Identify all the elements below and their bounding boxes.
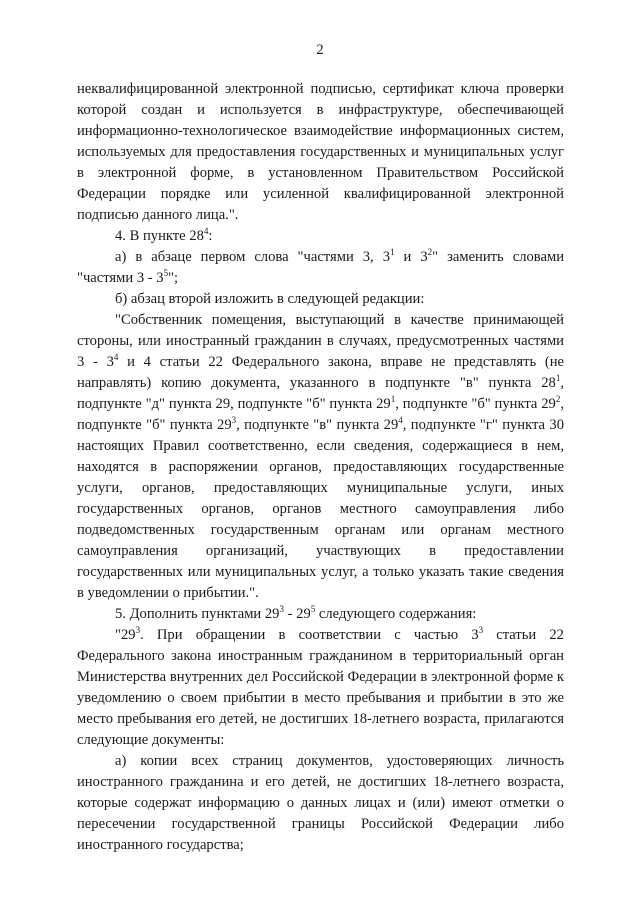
superscript-index: 3 xyxy=(478,625,484,636)
text-run: . При обращении в соответствии с частью 3 xyxy=(140,627,479,643)
paragraph xyxy=(77,604,564,625)
text-run: и 4 статьи 22 Федерального закона, вправе не представлять (не направлять) копию документа, указанного в подпункте "в" пункта 28 xyxy=(77,354,564,391)
text-run: неквалифицированной электронной подписью, сертификат ключа проверки которой создан и используется в инфраструктуре, обеспечивающей информационно-технологическое взаимодействие информационных систем, используемых для предоставления государственных и муниципальных услуг в электронной форме, в установленном Правительством Российской Федерации порядке или усиленной квалифицированной электронной подписью данного лица.". xyxy=(77,81,564,223)
paragraph xyxy=(77,79,564,226)
superscript-index: 3 xyxy=(231,415,237,426)
text-run: , подпункте "в" пункта 29 xyxy=(236,417,399,433)
text-run: а) в абзаце первом слова "частями 3, 3 xyxy=(115,249,391,265)
text-run: а) копии всех страниц документов, удостоверяющих личность иностранного гражданина и его детей, не достигших 18-летнего возраста, которые содержат информацию о данных лицах и (или) имеют отметки о пересечении государственной границы Российской Федерации либо иностранного государства; xyxy=(77,753,564,853)
superscript-index: 4 xyxy=(203,226,209,237)
text-run: б) абзац второй изложить в следующей редакции: xyxy=(115,291,425,307)
text-run: - 29 xyxy=(283,606,311,622)
text-run: : xyxy=(208,228,213,244)
paragraph xyxy=(77,310,564,604)
page-number: 2 xyxy=(316,42,324,58)
superscript-index: 1 xyxy=(390,247,395,258)
superscript-index: 1 xyxy=(390,394,396,405)
document-body xyxy=(77,79,564,856)
superscript-index: 2 xyxy=(555,394,561,405)
superscript-index: 4 xyxy=(113,352,119,363)
text-run: статьи 22 Федерального закона иностранным гражданином в территориальный орган Министерства внутренних дел Российской Федерации в электронной форме к уведомлению о своем прибытии в место пребывания и прибытии в это же место пребывания его детей, не достигших 18-летнего возраста, прилагаются следующие документы: xyxy=(77,627,564,748)
text-run: 4. В пункте 28 xyxy=(115,228,204,244)
text-run: "Собственник помещения, выступающий в качестве принимающей стороны, или иностранный гражданин в случаях, предусмотренных частями 3 - 3 xyxy=(77,312,564,370)
text-run: " заменить словами "частями 3 - 3 xyxy=(77,249,564,286)
text-run: и 3 xyxy=(394,249,428,265)
text-run: "; xyxy=(168,270,179,286)
superscript-index: 4 xyxy=(398,415,403,426)
text-run: , подпункте "б" пункта 29 xyxy=(77,396,565,433)
superscript-index: 2 xyxy=(427,247,433,258)
text-run: , подпункте "б" пункта 29 xyxy=(395,396,556,412)
superscript-index: 3 xyxy=(135,625,141,636)
superscript-index: 5 xyxy=(310,604,316,615)
paragraph xyxy=(77,625,564,751)
paragraph xyxy=(77,289,564,310)
paragraph xyxy=(77,751,564,856)
paragraph xyxy=(77,247,564,289)
superscript-index: 3 xyxy=(279,604,284,615)
superscript-index: 1 xyxy=(555,373,561,384)
text-run: , подпункте "д" пункта 29, подпункте "б" пункта 29 xyxy=(77,375,564,412)
text-run: , подпункте "г" пункта 30 настоящих Правил соответственно, если сведения, содержащиеся в нем, находятся в распоряжении органов, предоставляющих государственные услуги, органов, предоставляющих муниципальные услуги, иных государственных органов, органов местного самоуправления либо подведомственных государственным органам или органам местного самоуправления организаций, участвующих в предоставлении государственных или муниципальных услуг, а только указать такие сведения в уведомлении о прибытии.". xyxy=(77,417,564,601)
text-run: следующего содержания: xyxy=(315,606,477,622)
text-run: 5. Дополнить пунктами 29 xyxy=(115,606,280,622)
paragraph xyxy=(77,226,564,247)
text-run: "29 xyxy=(115,627,136,643)
superscript-index: 5 xyxy=(163,268,169,279)
